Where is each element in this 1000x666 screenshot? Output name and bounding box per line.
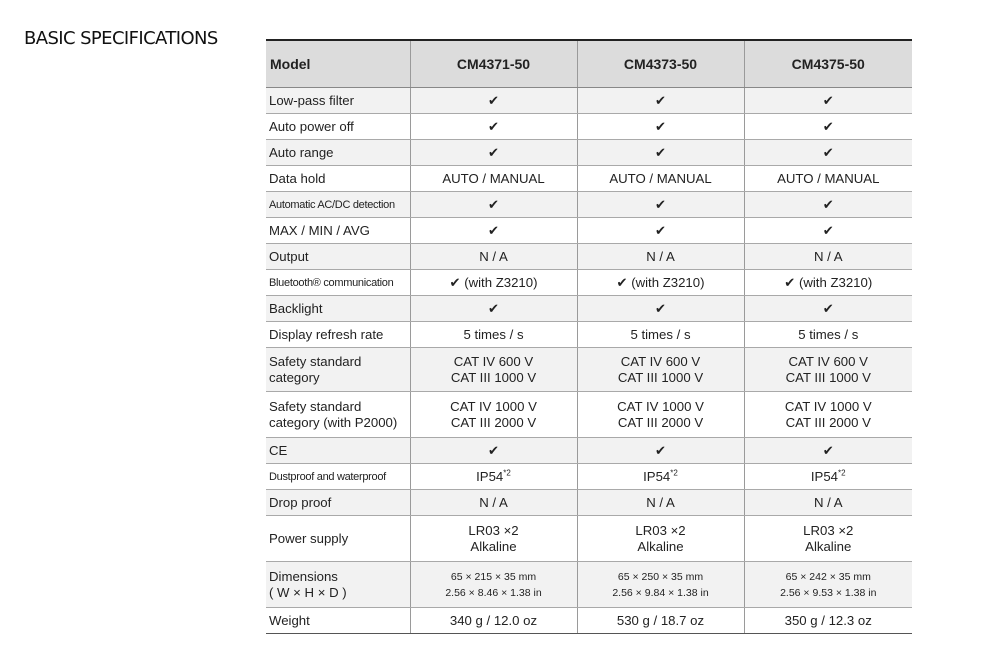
spec-label: Backlight — [266, 296, 410, 322]
spec-value-text: ✔ — [487, 118, 500, 134]
spec-value — [410, 296, 577, 322]
spec-value-text: ✔ — [822, 196, 834, 212]
spec-value — [577, 490, 744, 516]
spec-value-text: ✔ — [822, 92, 834, 108]
footnote-marker: *2 — [838, 468, 846, 478]
spec-value — [410, 490, 577, 516]
spec-value — [577, 166, 744, 192]
spec-table — [266, 39, 912, 634]
spec-value-text: CAT IV 600 V CAT III 1000 V — [450, 353, 537, 385]
section-title: BASIC SPECIFICATIONS — [24, 28, 218, 49]
spec-value-text: CAT IV 1000 V CAT III 2000 V — [617, 398, 704, 430]
spec-value — [744, 490, 912, 516]
spec-value — [410, 218, 577, 244]
spec-value-text: 5 times / s — [798, 326, 859, 342]
spec-label: Drop proof — [266, 490, 410, 516]
model-column-header: CM4375-50 — [744, 40, 912, 88]
spec-value — [744, 166, 912, 192]
spec-value — [577, 464, 744, 490]
spec-label: Low-pass filter — [266, 88, 410, 114]
spec-value-text: LR03 ×2 Alkaline — [803, 522, 854, 554]
spec-value-text: CAT IV 1000 V CAT III 2000 V — [450, 398, 537, 430]
spec-value — [577, 244, 744, 270]
spec-value — [577, 348, 744, 392]
spec-value-text: CAT IV 600 V CAT III 1000 V — [617, 353, 704, 385]
spec-value-text: AUTO / MANUAL — [442, 170, 545, 186]
spec-label: Display refresh rate — [266, 322, 410, 348]
spec-value — [744, 516, 912, 562]
spec-value — [577, 296, 744, 322]
spec-value-text: ✔ — [822, 118, 834, 134]
spec-value — [744, 322, 912, 348]
spec-value — [744, 392, 912, 438]
spec-value-text: ✔ — [822, 222, 834, 238]
spec-value — [577, 562, 744, 608]
model-header: Model — [266, 40, 410, 88]
spec-value — [577, 88, 744, 114]
spec-value — [577, 516, 744, 562]
table-row — [266, 88, 912, 114]
table-row — [266, 562, 912, 608]
table-row — [266, 192, 912, 218]
table-row — [266, 464, 912, 490]
table-row — [266, 322, 912, 348]
spec-label: Safety standard category — [266, 348, 410, 392]
spec-value-text: ✔ — [654, 118, 667, 134]
table-row — [266, 166, 912, 192]
spec-value-text: LR03 ×2 Alkaline — [468, 522, 519, 554]
spec-value-text: 65 × 250 × 35 mm 2.56 × 9.84 × 1.38 in — [612, 570, 709, 599]
spec-value-text: ✔ — [654, 144, 667, 160]
spec-value — [577, 140, 744, 166]
spec-value-text: ✔ (with Z3210) — [449, 274, 538, 290]
spec-value-text: ✔ (with Z3210) — [784, 274, 873, 290]
spec-label: Power supply — [266, 516, 410, 562]
spec-label: CE — [266, 438, 410, 464]
spec-value — [744, 464, 912, 490]
spec-value-text: 530 g / 18.7 oz — [616, 612, 705, 628]
spec-value-text: ✔ — [487, 300, 500, 316]
spec-label: MAX / MIN / AVG — [266, 218, 410, 244]
spec-value — [744, 218, 912, 244]
spec-value-text: CAT IV 600 V CAT III 1000 V — [785, 353, 871, 385]
spec-value-text: ✔ — [654, 196, 667, 212]
spec-value-text: ✔ — [654, 222, 667, 238]
spec-value-text: N / A — [813, 248, 843, 264]
spec-value — [744, 88, 912, 114]
spec-value-text: N / A — [479, 248, 508, 264]
spec-value — [410, 322, 577, 348]
spec-value-text: ✔ — [487, 196, 500, 212]
footnote-marker: *2 — [503, 468, 511, 478]
spec-value — [577, 218, 744, 244]
spec-value-text: ✔ — [822, 442, 834, 458]
spec-value — [744, 192, 912, 218]
spec-value-text: 5 times / s — [463, 326, 524, 342]
spec-value — [410, 270, 577, 296]
spec-value-text: N / A — [646, 248, 675, 264]
spec-value-text: 340 g / 12.0 oz — [449, 612, 538, 628]
spec-value — [744, 244, 912, 270]
spec-value-text: N / A — [813, 494, 843, 510]
model-column-header: CM4371-50 — [410, 40, 577, 88]
table-row — [266, 218, 912, 244]
spec-value — [744, 562, 912, 608]
spec-value-text: IP54 — [476, 468, 504, 484]
table-row — [266, 348, 912, 392]
spec-label: Auto range — [266, 140, 410, 166]
spec-value-text: ✔ — [487, 144, 500, 160]
spec-label: Automatic AC/DC detection — [266, 192, 410, 218]
table-row — [266, 270, 912, 296]
spec-value — [744, 348, 912, 392]
table-header-row — [266, 40, 912, 88]
spec-value — [577, 438, 744, 464]
spec-value-text: N / A — [479, 494, 508, 510]
spec-value-text: LR03 ×2 Alkaline — [635, 522, 686, 554]
spec-value — [410, 166, 577, 192]
spec-value — [410, 244, 577, 270]
model-column-header: CM4373-50 — [577, 40, 744, 88]
spec-value — [744, 270, 912, 296]
spec-label: Data hold — [266, 166, 410, 192]
spec-value-text: 65 × 215 × 35 mm 2.56 × 8.46 × 1.38 in — [445, 570, 542, 599]
spec-value — [410, 392, 577, 438]
spec-value-text: ✔ — [654, 92, 667, 108]
spec-label: Output — [266, 244, 410, 270]
spec-value — [577, 114, 744, 140]
spec-value-text: ✔ — [487, 222, 500, 238]
spec-value-text: AUTO / MANUAL — [609, 170, 712, 186]
table-row — [266, 140, 912, 166]
table-row — [266, 490, 912, 516]
footnote-marker: *2 — [670, 468, 678, 478]
table-row — [266, 608, 912, 634]
spec-label: Dustproof and waterproof — [266, 464, 410, 490]
spec-value — [410, 438, 577, 464]
spec-value — [744, 438, 912, 464]
spec-value-text: 5 times / s — [630, 326, 691, 342]
spec-value-text: ✔ — [487, 92, 500, 108]
table-row — [266, 438, 912, 464]
spec-value — [744, 140, 912, 166]
spec-value — [744, 114, 912, 140]
spec-value-text: IP54 — [643, 468, 671, 484]
spec-value-text: ✔ — [822, 300, 834, 316]
spec-value-text: ✔ (with Z3210) — [616, 274, 705, 290]
spec-value-text: ✔ — [822, 144, 834, 160]
spec-value — [577, 270, 744, 296]
spec-value — [577, 608, 744, 634]
spec-value — [410, 192, 577, 218]
spec-value — [577, 322, 744, 348]
spec-value — [410, 562, 577, 608]
spec-value — [744, 608, 912, 634]
spec-value — [744, 296, 912, 322]
table-row — [266, 114, 912, 140]
spec-value — [410, 464, 577, 490]
spec-label: Weight — [266, 608, 410, 634]
spec-label: Auto power off — [266, 114, 410, 140]
table-row — [266, 516, 912, 562]
spec-value — [410, 348, 577, 392]
spec-value — [410, 516, 577, 562]
spec-label: Bluetooth® communication — [266, 270, 410, 296]
spec-value-text: ✔ — [487, 442, 500, 458]
spec-value — [410, 88, 577, 114]
spec-value-text: IP54 — [810, 468, 839, 484]
spec-value — [577, 192, 744, 218]
spec-value — [410, 114, 577, 140]
table-row — [266, 296, 912, 322]
spec-label: Dimensions ( W × H × D ) — [266, 562, 410, 608]
spec-value-text: CAT IV 1000 V CAT III 2000 V — [784, 398, 872, 430]
spec-value-text: N / A — [646, 494, 675, 510]
table-row — [266, 244, 912, 270]
spec-value-text: 350 g / 12.3 oz — [784, 612, 872, 628]
spec-label: Safety standard category (with P2000) — [266, 392, 410, 438]
spec-value-text: ✔ — [654, 300, 667, 316]
spec-value-text: AUTO / MANUAL — [777, 170, 880, 186]
spec-value-text: 65 × 242 × 35 mm 2.56 × 9.53 × 1.38 in — [780, 570, 877, 599]
spec-value — [577, 392, 744, 438]
table-row — [266, 392, 912, 438]
spec-value-text: ✔ — [654, 442, 667, 458]
spec-value — [410, 140, 577, 166]
spec-value — [410, 608, 577, 634]
